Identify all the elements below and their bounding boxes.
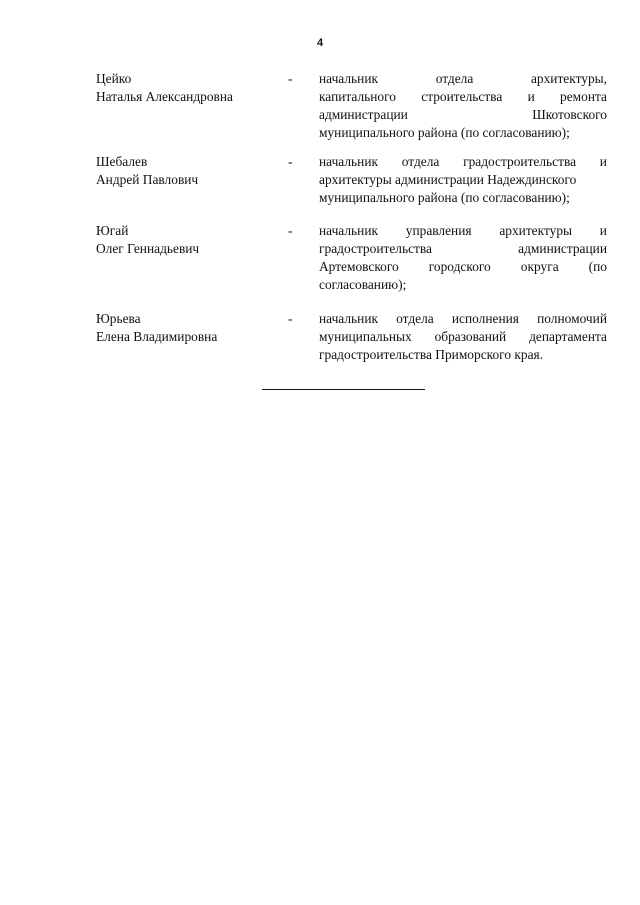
role-line xyxy=(319,70,607,88)
member-role xyxy=(319,70,607,142)
role-line xyxy=(319,310,607,328)
member-name xyxy=(96,222,276,258)
member-surname: Юрьева xyxy=(96,311,141,326)
role-line: согласованию); xyxy=(319,277,407,292)
role-word: отдела xyxy=(401,154,440,169)
member-name xyxy=(96,70,276,106)
separator-dash: - xyxy=(288,71,293,86)
role-line xyxy=(319,106,607,124)
role-word: строительства xyxy=(421,89,503,104)
role-word: администрации xyxy=(518,241,607,256)
role-word: департамента xyxy=(529,329,607,344)
role-word: полномочий xyxy=(537,311,607,326)
page-number: 4 xyxy=(316,37,324,49)
role-word: (по xyxy=(588,259,607,274)
role-word: градостроительства xyxy=(463,154,577,169)
role-line xyxy=(319,153,607,171)
member-given-name: Андрей Павлович xyxy=(96,172,199,187)
role-word: начальник xyxy=(319,223,378,238)
role-word: и xyxy=(599,223,607,238)
role-word: исполнения xyxy=(451,311,519,326)
member-name xyxy=(96,153,276,189)
role-word: и xyxy=(527,89,535,104)
role-word: капитального xyxy=(319,89,396,104)
role-word: архитектуры, xyxy=(530,71,607,86)
role-word: округа xyxy=(520,259,559,274)
role-word: градостроительства xyxy=(319,241,432,256)
separator-dash: - xyxy=(288,311,293,326)
role-line xyxy=(319,258,607,276)
member-role xyxy=(319,310,607,364)
closing-rule xyxy=(262,389,425,390)
role-line: муниципального района (по согласованию); xyxy=(319,125,570,140)
role-word: ремонта xyxy=(560,89,607,104)
separator-dash: - xyxy=(288,223,293,238)
role-word: Артемовского xyxy=(319,259,399,274)
role-line: муниципального района (по согласованию); xyxy=(319,190,570,205)
role-word: архитектуры xyxy=(499,223,573,238)
member-role xyxy=(319,153,607,207)
separator-dash: - xyxy=(288,154,293,169)
role-word: начальник xyxy=(319,154,378,169)
role-line: градостроительства Приморского края. xyxy=(319,347,544,362)
role-word: Шкотовского xyxy=(532,107,607,122)
member-surname: Югай xyxy=(96,223,129,238)
role-line xyxy=(319,240,607,258)
role-line xyxy=(319,222,607,240)
member-name xyxy=(96,310,276,346)
role-word: муниципальных xyxy=(319,329,412,344)
role-word: и xyxy=(599,154,607,169)
role-line: архитектуры администрации Надеждинского xyxy=(319,172,577,187)
role-word: образований xyxy=(434,329,507,344)
role-word: городского xyxy=(428,259,491,274)
role-line xyxy=(319,328,607,346)
member-given-name: Елена Владимировна xyxy=(96,329,218,344)
role-word: администрации xyxy=(319,107,408,122)
role-word: начальник xyxy=(319,71,378,86)
member-given-name: Наталья Александровна xyxy=(96,89,233,104)
member-given-name: Олег Геннадьевич xyxy=(96,241,200,256)
role-line xyxy=(319,88,607,106)
member-surname: Шебалев xyxy=(96,154,148,169)
member-role xyxy=(319,222,607,294)
role-word: начальник xyxy=(319,311,378,326)
role-word: управления xyxy=(405,223,472,238)
role-word: отдела xyxy=(396,311,434,326)
role-word: отдела xyxy=(435,71,474,86)
member-surname: Цейко xyxy=(96,71,132,86)
